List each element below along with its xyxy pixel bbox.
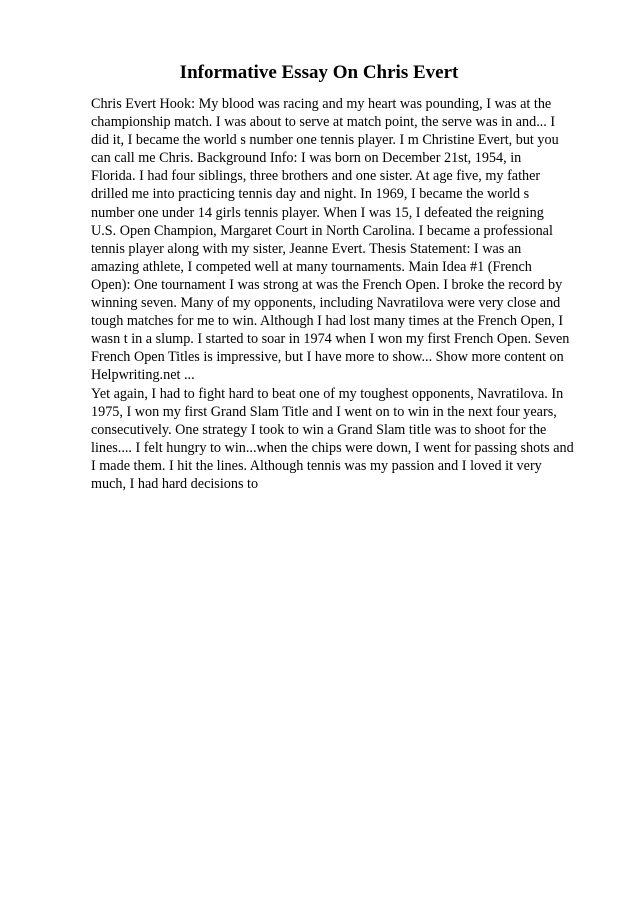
essay-line: drilled me into practicing tennis day and night. In 1969, I became the world s [91, 186, 530, 203]
essay-line: U.S. Open Champion, Margaret Court in North Carolina. I became a professional [91, 222, 553, 239]
essay-line: can call me Chris. Background Info: I was born on December 21st, 1954, in [91, 150, 522, 167]
essay-line: Florida. I had four siblings, three brothers and one sister. At age five, my father [91, 168, 541, 185]
essay-line: consecutively. One strategy I took to win a Grand Slam title was to shoot for the [91, 421, 547, 438]
essay-line: Chris Evert Hook: My blood was racing and my heart was pounding, I was at the [91, 96, 552, 112]
essay-line: Open): One tournament I was strong at was the French Open. I broke the record by [91, 276, 563, 293]
essay-line: 1975, I won my first Grand Slam Title and I went on to win in the next four years, [91, 403, 557, 420]
essay-line: tough matches for me to win. Although I had lost many times at the French Open, I [91, 313, 564, 330]
essay-line: championship match. I was about to serve at match point, the serve was in and... I [91, 114, 556, 131]
essay-line: amazing athlete, I competed well at many tournaments. Main Idea #1 (French [91, 258, 532, 275]
essay-line: French Open Titles is impressive, but I have more to show... Show more content on [91, 349, 564, 366]
essay-line: Yet again, I had to fight hard to beat one of my toughest opponents, Navratilova. In [91, 385, 564, 402]
essay-body [91, 95, 591, 493]
essay-line: number one under 14 girls tennis player. When I was 15, I defeated the reigning [91, 204, 544, 221]
essay-line: I made them. I hit the lines. Although tennis was my passion and I loved it very [91, 457, 542, 474]
essay-line: Helpwriting.net ... [91, 367, 195, 384]
document-title: Informative Essay On Chris Evert [179, 62, 459, 83]
essay-line: lines.... I felt hungry to win...when the chips were down, I went for passing shots and [91, 439, 574, 456]
essay-line: much, I had hard decisions to [91, 475, 259, 492]
essay-line: winning seven. Many of my opponents, including Navratilova were very close and [91, 295, 561, 312]
essay-line: wasn t in a slump. I started to soar in 1974 when I won my first French Open. Seven [91, 331, 570, 348]
essay-line: did it, I became the world s number one tennis player. I m Christine Evert, but you [91, 132, 559, 149]
essay-line: tennis player along with my sister, Jeanne Evert. Thesis Statement: I was an [91, 240, 522, 257]
